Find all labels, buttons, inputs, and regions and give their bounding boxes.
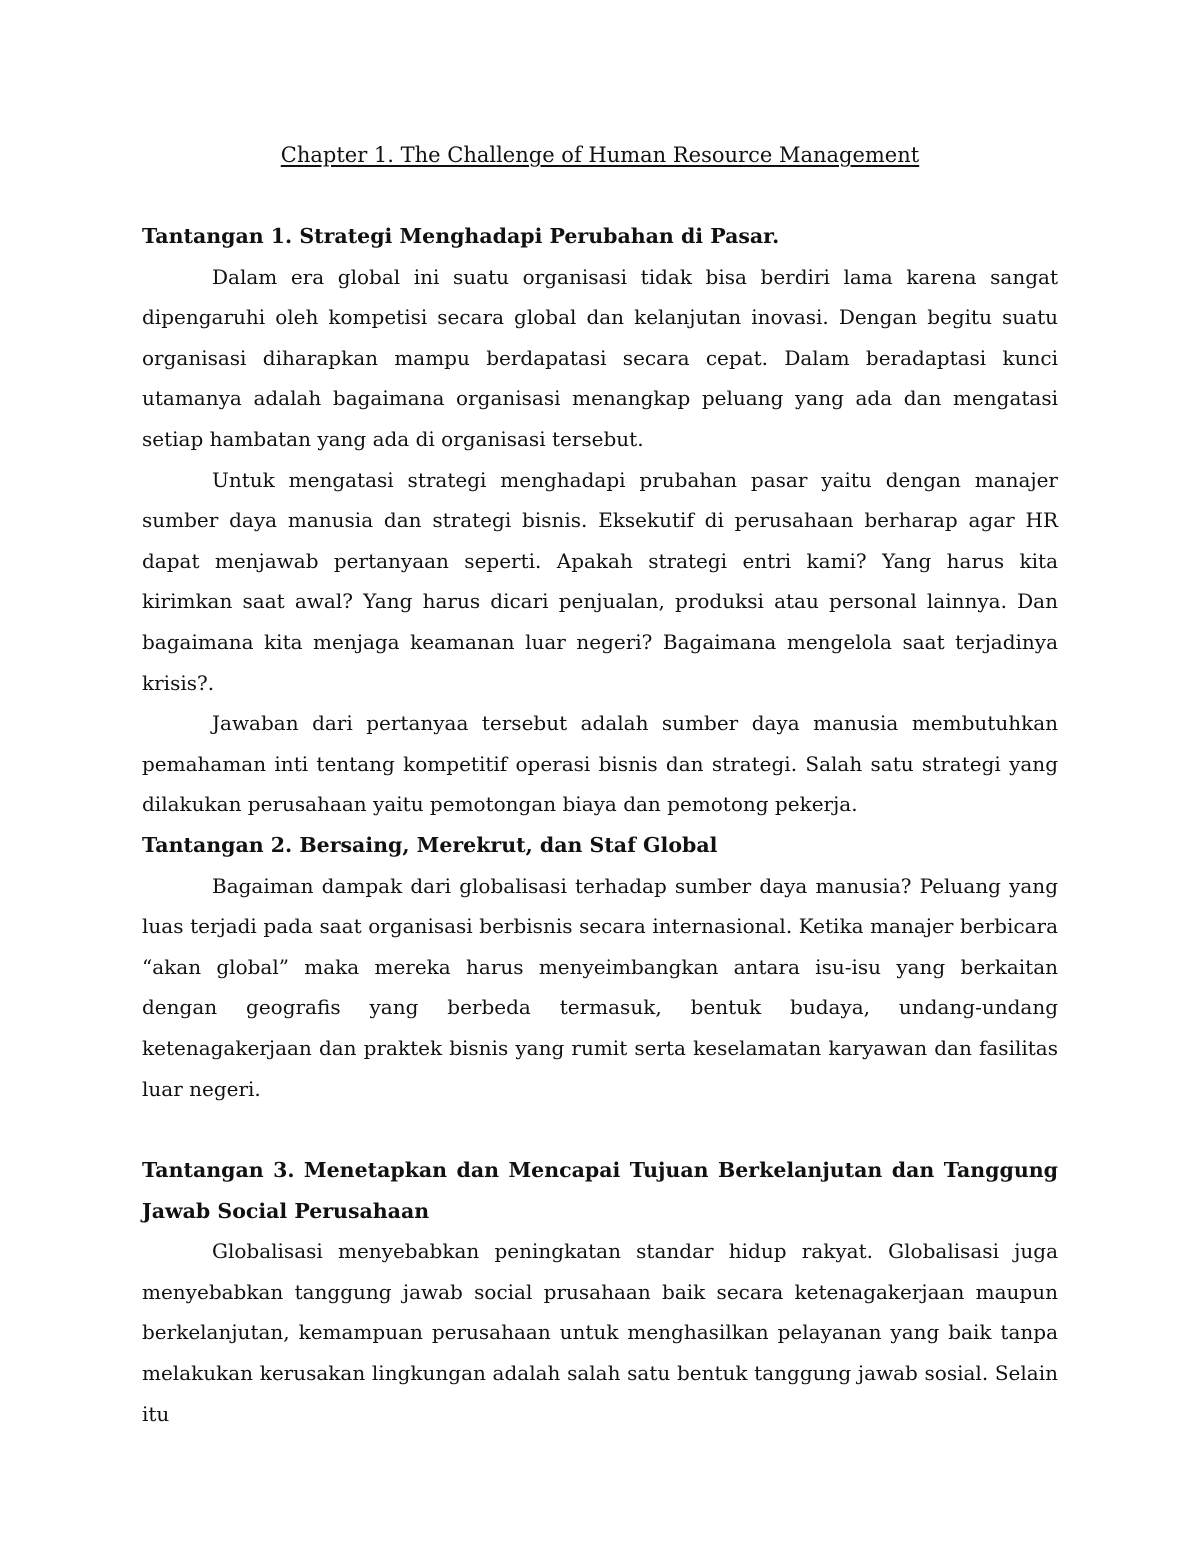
document-title: Chapter 1. The Challenge of Human Resource Management: [280, 143, 920, 167]
paragraph: Jawaban dari pertanyaa tersebut adalah sumber daya manusia membutuhkan pemahaman inti tentang kompetitif operasi bisnis dan strategi. Salah satu strategi yang dilakukan perusahaan yaitu pemotongan biaya dan pemotong pekerja.: [142, 711, 1058, 817]
section-3: [142, 1150, 1058, 1434]
section-2: [142, 825, 1058, 1109]
paragraph: Globalisasi menyebabkan peningkatan standar hidup rakyat. Globalisasi juga menyebabkan tanggung jawab social prusahaan baik secara ketenagakerjaan maupun berkelanjutan, kemampuan perusahaan untuk menghasilkan pelayanan yang baik tanpa melakukan kerusakan lingkungan adalah salah satu bentuk tanggung jawab sosial. Selain itu: [142, 1239, 1058, 1426]
section-heading: Tantangan 1. Strategi Menghadapi Perubahan di Pasar.: [142, 224, 780, 248]
section-heading: Tantangan 2. Bersaing, Merekrut, dan Staf Global: [142, 833, 718, 857]
paragraph: Bagaiman dampak dari globalisasi terhadap sumber daya manusia? Peluang yang luas terjadi pada saat organisasi berbisnis secara internasional. Ketika manajer berbicara “akan global” maka mereka harus menyeimbangkan antara isu-isu yang berkaitan dengan geografis yang berbeda termasuk, bentuk budaya, undang-undang ketenagakerjaan dan praktek bisnis yang rumit serta keselamatan karyawan dan fasilitas luar negeri.: [142, 873, 1058, 1101]
section-1: [142, 216, 1058, 825]
paragraph: Untuk mengatasi strategi menghadapi prubahan pasar yaitu dengan manajer sumber daya manusia dan strategi bisnis. Eksekutif di perusahaan berharap agar HR dapat menjawab pertanyaan seperti. Apakah strategi entri kami? Yang harus kita kirimkan saat awal? Yang harus dicari penjualan, produksi atau personal lainnya. Dan bagaimana kita menjaga keamanan luar negeri? Bagaimana mengelola saat terjadinya krisis?.: [142, 467, 1058, 695]
paragraph: Dalam era global ini suatu organisasi tidak bisa berdiri lama karena sangat dipengaruhi oleh kompetisi secara global dan kelanjutan inovasi. Dengan begitu suatu organisasi diharapkan mampu berdapatasi secara cepat. Dalam beradaptasi kunci utamanya adalah bagaimana organisasi menangkap peluang yang ada dan mengatasi setiap hambatan yang ada di organisasi tersebut.: [142, 264, 1058, 451]
section-heading: Tantangan 3. Menetapkan dan Mencapai Tujuan Berkelanjutan dan Tanggung Jawab Social Perusahaan: [142, 1158, 1058, 1223]
